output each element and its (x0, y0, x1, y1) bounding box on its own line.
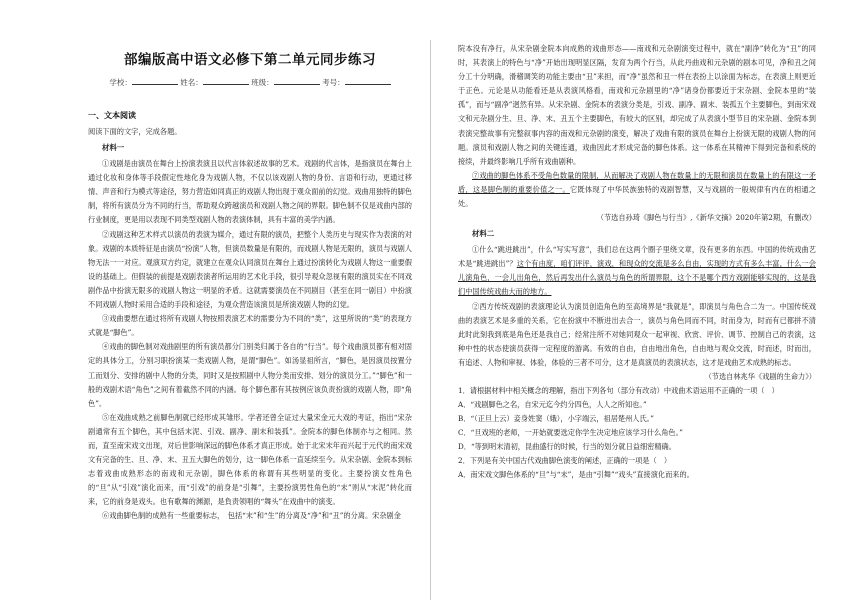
material-1-paragraph-6-continued: 院本没有净行，从宋杂剧金院本向成熟的戏曲形态——南戏和元杂剧演变过程中，就在“副净”转化为“丑”的同时，其表演上的特色与“净”开始出现明显区隔，发育为两个行当，从此丹曲戏和元杂剧的剧本可见，净和丑之间分工十分明确，滑稽调笑的功能主要由“丑”来担，而“净”虽然和丑一样在表扮上以涂面为标志，在表演上则更近于正色。元论是从功能看还是从表演风格看，南戏和元杂剧里的“净”诸身份都要近于宋杂剧、金院本里的“装孤”，而与“副净”迥然有异。从宋杂剧、金院本的表演分类是，引戏、副净、副末、装孤五个主要脚色，到南宋戏文和元杂剧分生、旦、净、末、丑五个主要脚色，有较大的区别，却完成了从表演小型节目的宋杂剧、金院本到表演完整故事有完整叙事内容的南戏和元杂剧的演变，解决了戏曲有限的演员在舞台上扮演无限的戏剧人物的问题。演员和戏剧人物之间的关键连通，戏曲因此才形成完备的脚色体系。这一体系在其精神下得到完备和系统的接续，并最终影响几乎所有戏曲剧种。 (458, 44, 816, 166)
question-2-option-a[interactable]: A．南宋戏文脚色体系的“旦”与“末”，是由“引舞”“戏头”直接演化而来的。 (458, 469, 694, 479)
material-1-label: 材料一 (102, 143, 125, 153)
class-label: 班级： (251, 78, 274, 87)
name-blank[interactable] (203, 76, 249, 85)
material-1-paragraph-4: ④戏曲的脚色制对戏曲剧里的所有演员都分门别类归属于各自的“行当”。每个戏曲演员都有相对固定的具体分工，分别习职扮演某一类戏剧人物，是谓“脚色”。如汤显祖所言，“脚色，是因演员按置分工而划分、安排的剧中人物的分类，同时又是按照剧中人物分类而安排、划分的演员分工。”“脚色”和一般的戏剧术语“角色”之间有着截然不同的内涵。每个脚色都有其按例应该负责扮演的戏剧人物，即“角色”。 (88, 342, 412, 408)
school-blank[interactable] (132, 76, 178, 85)
class-blank[interactable] (274, 76, 320, 85)
underlined-sentence: ⑦戏曲的脚色体系不受角色数量的限制，从而解决了戏剧人物在数量上的无限和演员在数量上的有限这一矛盾，这是脚色制的重要价值之一。 (458, 170, 816, 194)
student-info-row (88, 76, 412, 88)
section-heading: 一、文本阅读 (88, 111, 136, 120)
material-2-label: 材料二 (472, 229, 495, 239)
material-1-paragraph-5: ⑤在戏曲成熟之前脚色制就已经形成其雏形。学者还曾全证过大量宋金元大戏的考证，指出“宋杂剧通常有五个脚色，其中包括末泥、引戏、副净、副末和装孤”。金院本的脚色体制亦与之相同。然而，直至南宋戏文出现，对后世影响深远的脚色体系才真正形成。始于北宋末年而兴起于元代的南宋戏文有完备的生、旦、净、末、丑五大脚色的划分，这一脚色体系一直延续至今。从宋杂剧、金院本到标志着戏曲成熟形态的南戏和元杂剧，脚色体系的称谓有其些明显的变化。主要扮演女性角色的“旦”从“引戏”演化而来，而“引戏”的前身是“引舞”，主要扮演男性角色的“末”则从“末泥”转化而来，它的前身是戏头。也有歌舞的渊源，是負责领唱的“舞头”在戏曲中的演变。 (88, 412, 412, 507)
material-1-paragraph-7 (458, 169, 816, 211)
paragraph-7-rest: 它既体现了中华民族独特的戏剧智慧，又与戏剧的一般规律有内在的相通之处。 (458, 184, 816, 209)
material-1-paragraph-3: ③戏曲要想在通过将所有戏剧人物按照表演艺术的需要分为不同的“类”，这里所说的“类”的表现方式就是“脚色”。 (88, 314, 412, 338)
question-1-stem: 1．请根据材料中相关概念的理解，指出下列各句（部分有改动）中戏曲术语运用不正确的一项（ ） (458, 385, 779, 395)
document-title: 部编版高中语文必修下第二单元同步练习 (124, 52, 376, 68)
right-column (430, 0, 860, 608)
material-1-source: （节选自孙琦《脚色与行当》,《新华文摘》2020年第2期，有删改） (596, 213, 816, 223)
material-1-paragraph-2: ②戏剧这种艺术样式以演员的表演为媒介，通过有限的演员，把整个人类历史与现实作为表演的对象。戏剧的本质特征是由演员“扮演”人物，但演员数量是有限的，而戏剧人物是无限的，演员与戏剧人物无法一一对应。观演双方约定，就建立在观众认同演员在舞台上通过扮演转化为戏剧人物这一重要假设的基础上。但假装的前提是戏剧表演者所运用的艺术化手段，很引导观众忽视有限的演员实在不同戏剧作品中扮演无限多的戏剧人物这一明显的矛盾。这就需要演员在不同剧目（甚至在同一剧目）中扮演不同戏剧人物时采用合适的手段和途径，为观众营造该演员是所演戏剧人物的幻觉。 (88, 229, 412, 310)
question-1-option-d[interactable]: D．“等到明末清初，昆曲盛行的时候，行当的划分就日益细密精确。 (458, 441, 676, 451)
material-2-p1-text: ①什么“跳进跳出”，什么“写实写意”，我们总在这两个圈子里绕文章，没有更多的东西。中国的传统戏曲艺术是“跳进跳出”？ (458, 245, 816, 269)
name-label: 姓名： (180, 78, 203, 87)
material-2-underlined-text: 这个有由度，咱们评评，演戏，和现众的交流是多么自由，实现的方式有多么丰富，什么一会儿演角色，一会儿出角色，然后再发出什么演员与角色的所谓界限，这个不是哪个西方戏剧能够实现的，这是我们中国传统戏曲大而的地方。 (458, 259, 816, 297)
material-1-paragraph-6-start: ⑥戏曲脚色制的成熟有一些重要标志， 包括“末”和“生”的分离及“净”和“丑”的分离。宋杂剧金 (102, 511, 401, 521)
question-1-option-b[interactable]: B．“（正旦上云）妾身姓窦（娥），小字端云，祖居楚州人氏。” (458, 413, 654, 423)
instruction-text: 阅读下面的文字，完成各题。 (88, 127, 182, 136)
exam-number-label: 考号： (322, 78, 345, 87)
material-2-paragraph-2: ②西方传统戏剧的表演理论认为演员创造角色的至高境界是“我就是”，即演员与角色合二为一。中国传统戏曲的表演艺术是多重的关系，它在扮演中不断进出去合一，演员与角色同而不同，时而身为，时而有已都拼不清此时此刻我到底是角色还是我自己；经常注所不对她同观众一起审视、欣赏、评价、调节、控制自己的表演，这种中性的状态使演员获得一定程度的游离。有效的自由，自由地出角色，自由地与观众交流，时而述，时而出，有追述、人物和审视、体验，体验的三者不可分，这才是真演员的表演状态，这才是戏曲艺术成熟的标志。 (458, 301, 816, 367)
material-2-paragraph-1 (458, 243, 816, 299)
material-1-paragraph-1: ①戏剧是由演员在舞台上扮演表演且以代言体叙述故事的艺术。戏剧的代言体，是指演员在舞台上通过化妆和身体等手段假定性地化身为戏剧人物，不仅以该戏剧人物的身份、言语和行动，更通过移情、声音和行为模式等途径，努力营造如同真正的戏剧人物出现于观众面前的幻觉。戏曲用独特的脚色制，将所有演员分为不同的行当，帮助观众跨越演员和戏剧人物之间的界限。脚色制不仅是戏曲内部的行业制度，更是用以表现不同类型戏剧人物的表演体制，具有丰富的美学内涵。 (88, 159, 412, 225)
question-2-stem: 2．下列是有关中国古代戏曲脚色演变的阐述，正确的一项是（ ） (458, 455, 672, 465)
question-1-option-c[interactable]: C．“旦戏班的老师，一开始就要选定你学生决定地应该学习什么角色。” (458, 427, 683, 437)
material-2-source: （节选自林兆华《戏剧的生命力》） (704, 371, 816, 381)
exam-number-blank[interactable] (345, 76, 391, 85)
school-label: 学校： (109, 78, 132, 87)
question-1-option-a[interactable]: A．“戏剧脚色之名，自宋元迄今约分四色，人人之所知也。” (458, 399, 647, 409)
